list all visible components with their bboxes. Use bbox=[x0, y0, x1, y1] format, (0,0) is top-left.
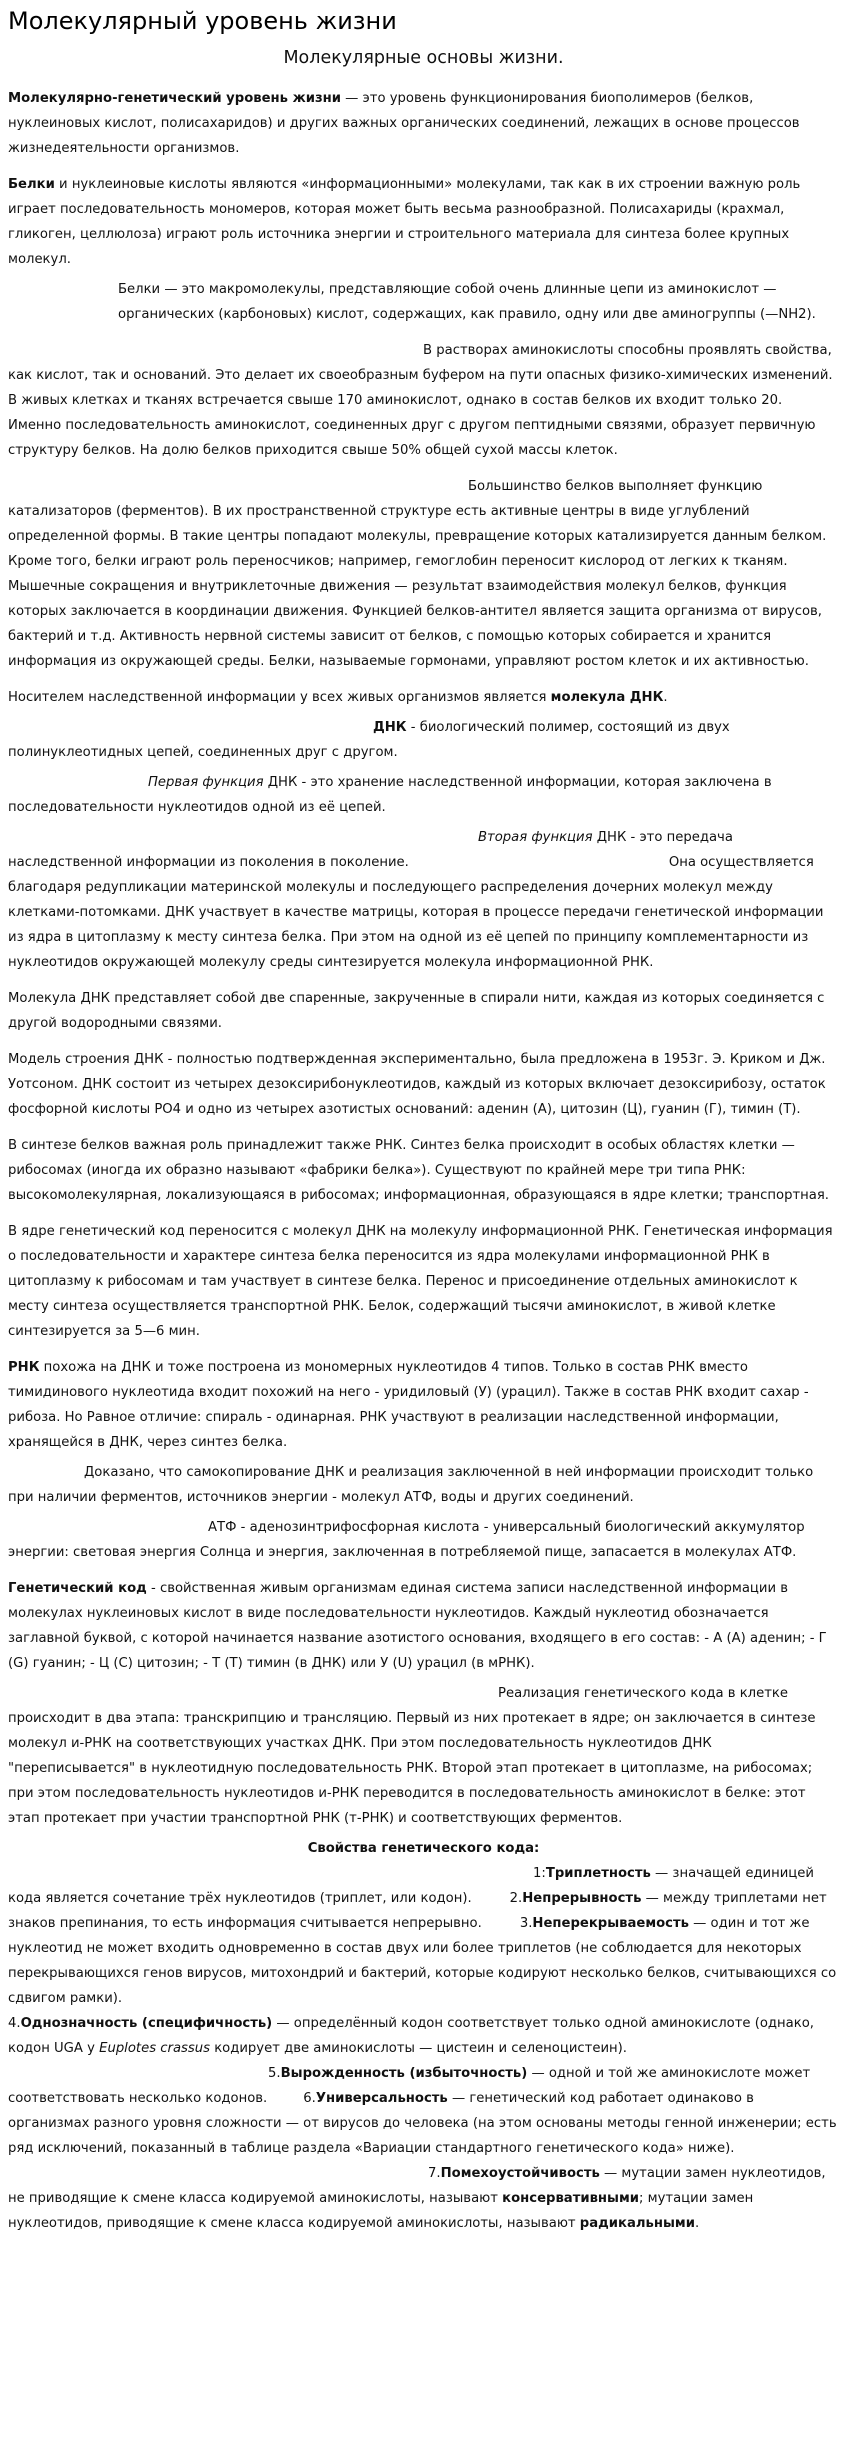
term: Универсальность bbox=[315, 2091, 448, 2106]
page-subtitle: Молекулярные основы жизни. bbox=[283, 48, 564, 68]
term: Неперекрываемость bbox=[532, 1916, 689, 1931]
term: Помехоустойчивость bbox=[440, 2166, 600, 2181]
paragraph-genetic-transfer: В ядре генетический код переносится с молекул ДНК на молекулу информационной РНК. Генетическая информация о последовательности и характере синтеза белка переносится из ядра молекулами информационной РНК в цитоплазму к рибосомам и там участвует в синтезе белка. Перенос и присоединение отдельных аминокислот к месту синтеза осуществляется транспортной РНК. Белок, содержащий тысячи аминокислот, в живой клетке синтезируется за 5—6 мин. bbox=[8, 1224, 833, 1339]
paragraph-protein-functions: Большинство белков выполняет функцию катализаторов (ферментов). В их пространственной структуре есть активные центры в виде углублений определенной формы. В такие центры попадают молекулы, превращение которых катализируется данным белком. Кроме того, белки играют роль переносчиков; например, гемоглобин переносит кислород от легких к тканям. Мышечные сокращения и внутриклеточные движения — результат взаимодействия молекул белков, функция которых заключается в координации движения. Функцией белков-антител является защита организма от вирусов, бактерий и т.д. Активность нервной системы зависит от белков, с помощью которых собирается и хранится информация из окружающей среды. Белки, называемые гормонами, управляют ростом клеток и их активностью. bbox=[8, 479, 827, 669]
term: Молекулярно-генетический уровень жизни bbox=[8, 91, 341, 106]
paragraph-code-realization: Реализация генетического кода в клетке происходит в два этапа: транскрипцию и трансляцию. Первый из них протекает в ядре; он заключается в синтезе молекул и-РНК на соответствующих участках ДНК. При этом последовательность нуклеотидов ДНК "переписывается" в нуклеотидную последовательность РНК. Второй этап протекает в цитоплазме, на рибосомах; при этом последовательность нуклеотидов и-РНК переводится в последовательность аминокислот в белке: этот этап протекает при участии транспортной РНК (т-РНК) и соответствующих ферментов. bbox=[8, 1686, 816, 1826]
paragraph-amino-acids: В растворах аминокислоты способны проявлять свойства, как кислот, так и оснований. Это делает их своеобразным буфером на пути опасных физико-химических изменений. В живых клетках и тканях встречается свыше 170 аминокислот, однако в состав белков их входит только 20. Именно последовательность аминокислот, соединенных друг с другом пептидными связями, образует первичную структуру белков. На долю белков приходится свыше 50% общей сухой массы клеток. bbox=[8, 343, 833, 458]
term: Генетический код bbox=[8, 1581, 147, 1596]
paragraph-code-properties: 1:Триплетность — значащей единицей кода является сочетание трёх нуклеотидов (триплет, или кодон). 2.Непрерывность — между триплетами нет знаков препинания, то есть информация считывается непрерывно. 3.Неперекрываемость — один и тот же нуклеотид не может входить одновременно в состав двух или более триплетов (не соблюдается для некоторых перекрывающихся генов вирусов, митохондрий и бактерий, которые кодируют несколько белков, считывающихся со сдвигом рамки). 4.Однозначность (специфичность) — определённый кодон соответствует только одной аминокислоте (однако, кодон UGA у Euplotes crassus кодирует две аминокислоты — цистеин и селеноцистеин). 5.Вырожденность (избыточность) — одной и той же аминокислоте может соответствовать несколько кодонов. 6.Универсальность — генетический код работает одинаково в организмах разного уровня сложности — от вирусов до человека (на этом основаны методы генной инженерии; есть ряд исключений, показанный в таблице раздела «Вариации стандартного генетического кода» ниже). 7.Помехоустойчивость — мутации замен нуклеотидов, не приводящие к смене класса кодируемой аминокислоты, называют консервативными; мутации замен нуклеотидов, приводящие к смене класса кодируемой аминокислоты, называют радикальными. bbox=[8, 1866, 837, 2231]
term: радикальными bbox=[579, 2216, 695, 2231]
paragraph-rna: РНК похожа на ДНК и тоже построена из мономерных нуклеотидов 4 типов. Только в состав РНК вместо тимидинового нуклеотида входит похожий на него - уридиловый (У) (урацил). Также в состав РНК входит сахар - рибоза. Но Равное отличие: спираль - одинарная. РНК участвуют в реализации наследственной информации, хранящейся в ДНК, через синтез белка. bbox=[8, 1360, 809, 1450]
paragraph-genetic-code: Генетический код - свойственная живым организмам единая система записи наследственной информации в молекулах нуклеиновых кислот в виде последовательности нуклеотидов. Каждый нуклеотид обозначается заглавной буквой, с которой начинается название азотистого основания, входящего в его состав: - А (A) аденин; - Г (G) гуанин; - Ц (C) цитозин; - Т (T) тимин (в ДНК) или У (U) урацил (в мРНК). bbox=[8, 1581, 827, 1671]
term: Белки bbox=[8, 177, 55, 192]
term: Вторая функция bbox=[478, 830, 593, 845]
term: консервативными bbox=[502, 2191, 639, 2206]
term: Вырожденность (избыточность) bbox=[280, 2066, 528, 2081]
term: Триплетность bbox=[545, 1866, 651, 1881]
paragraph-dna-second-function: Вторая функция ДНК - это передача наследственной информации из поколения в поколение. Она осуществляется благодаря редупликации материнской молекулы и последующего распределения дочерних молекул между клетками-потомками. ДНК участвует в качестве матрицы, которая в процессе передачи генетической информации из ядра в цитоплазму к месту синтеза белка. При этом на одной из её цепей по принципу комплементарности из нуклеотидов окружающей молекулу среды синтезируется молекула информационной РНК. bbox=[8, 830, 824, 970]
paragraph-self-copy: Доказано, что самокопирование ДНК и реализация заключенной в ней информации происходит только при наличии ферментов, источников энергии - молекул АТФ, воды и других соединений. bbox=[8, 1465, 814, 1505]
paragraph-dna-first-function: Первая функция ДНК - это хранение наследственной информации, которая заключена в последовательности нуклеотидов одной из её цепей. bbox=[8, 775, 772, 815]
term: ДНК bbox=[373, 720, 407, 735]
paragraph-proteins-intro: Белки и нуклеиновые кислоты являются «информационными» молекулами, так как в их строении важную роль играет последовательность мономеров, которая может быть весьма разнообразной. Полисахариды (крахмал, гликоген, целлюлоза) играют роль источника энергии и строительного материала для синтеза более крупных молекул. bbox=[8, 177, 801, 267]
paragraph-dna-model: Модель строения ДНК - полностью подтвержденная экспериментально, была предложена в 1953г. Э. Криком и Дж. Уотсоном. ДНК состоит из четырех дезоксирибонуклеотидов, каждый из которых включает дезоксирибозу, остаток фосфорной кислоты РО4 и одно из четырех азотистых оснований: аденин (А), цитозин (Ц), гуанин (Г), тимин (Т). bbox=[8, 1052, 826, 1117]
paragraph-molecular-level: Молекулярно-генетический уровень жизни — это уровень функционирования биополимеров (белков, нуклеиновых кислот, полисахаридов) и других важных органических соединений, лежащих в основе процессов жизнедеятельности организмов. bbox=[8, 91, 800, 156]
paragraph-dna-structure: Молекула ДНК представляет собой две спаренные, закрученные в спирали нити, каждая из которых соединяется с другой водородными связями. bbox=[8, 991, 825, 1031]
term: молекула ДНК bbox=[550, 690, 664, 705]
term: Однозначность (специфичность) bbox=[20, 2016, 273, 2031]
term: РНК bbox=[8, 1360, 40, 1375]
paragraph-dna-carrier: Носителем наследственной информации у всех живых организмов является молекула ДНК. bbox=[8, 690, 668, 705]
paragraph-rna-synthesis: В синтезе белков важная роль принадлежит также РНК. Синтез белка происходит в особых областях клетки — рибосомах (иногда их образно называют «фабрики белка»). Существуют по крайней мере три типа РНК: высокомолекулярная, локализующаяся в рибосомах; информационная, образующаяся в ядре клетки; транспортная. bbox=[8, 1138, 829, 1203]
paragraph-proteins-definition: Белки — это макромолекулы, представляющие собой очень длинные цепи из аминокислот — органических (карбоновых) кислот, содержащих, как правило, одну или две аминогруппы (—NH2). bbox=[118, 282, 816, 322]
paragraph-dna-definition: ДНК - биологический полимер, состоящий из двух полинуклеотидных цепей, соединенных друг с другом. bbox=[8, 720, 730, 760]
heading-code-properties: Свойства генетического кода: bbox=[307, 1841, 540, 1856]
term: Непрерывность bbox=[522, 1891, 642, 1906]
page-title: Молекулярный уровень жизни bbox=[8, 7, 397, 35]
term: Первая функция bbox=[148, 775, 264, 790]
paragraph-atp: АТФ - аденозинтрифосфорная кислота - универсальный биологический аккумулятор энергии: световая энергия Солнца и энергия, заключенная в потребляемой пище, запасается в молекулах АТФ. bbox=[8, 1520, 805, 1560]
